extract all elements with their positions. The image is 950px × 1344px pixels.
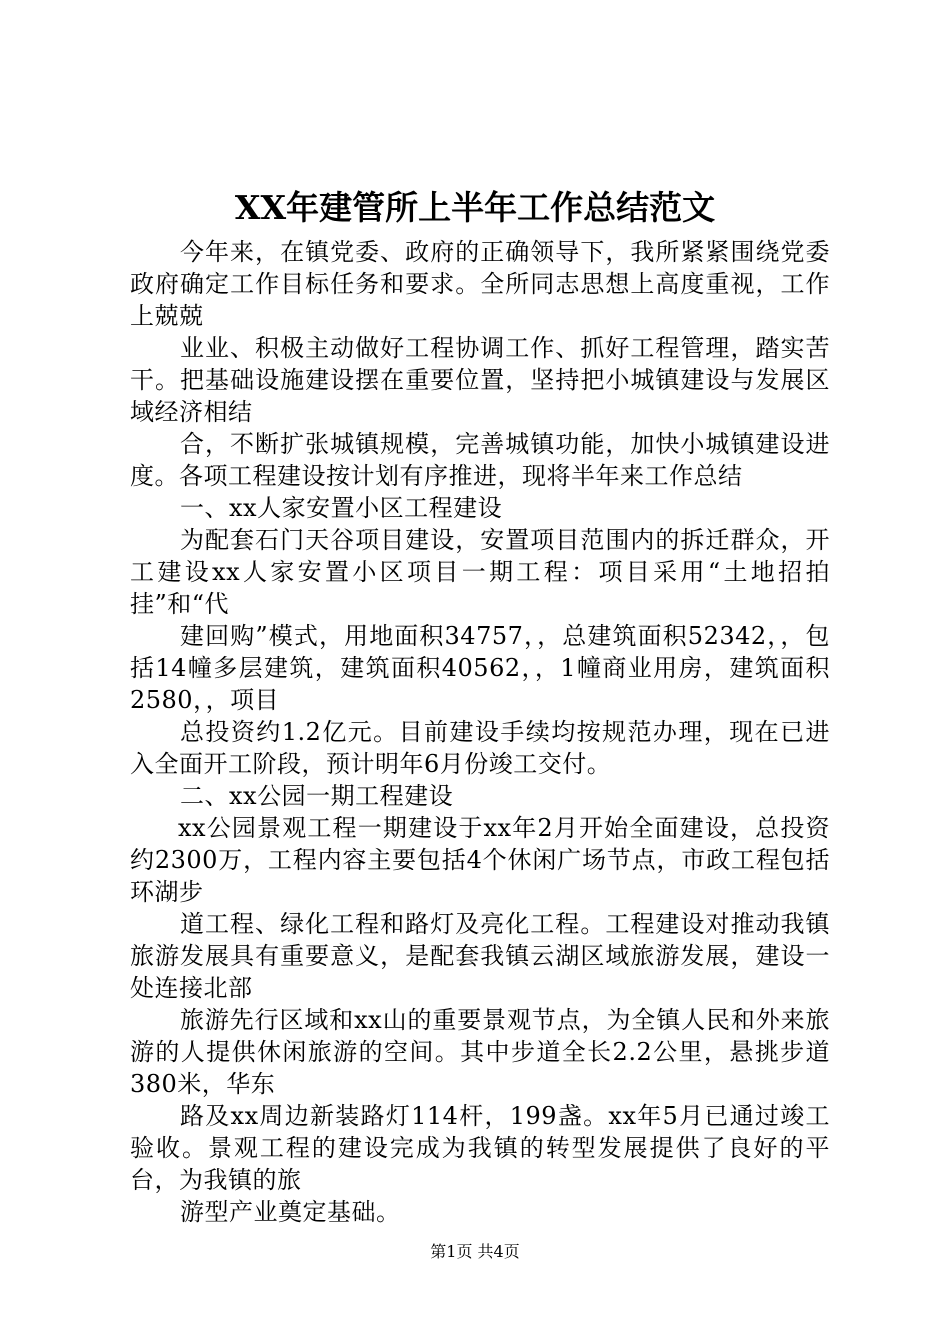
document-title: XX年建管所上半年工作总结范文 — [234, 188, 716, 227]
paragraph: 路及xx周边新装路灯114杆，199盏。xx年5月已通过竣工验收。景观工程的建设完成为我镇的转型发展提供了良好的平台，为我镇的旅 — [130, 1102, 830, 1194]
paragraph: 为配套石门天谷项目建设，安置项目范围内的拆迁群众，开工建设xx人家安置小区项目一期工程：项目采用“土地招拍挂”和“代 — [130, 526, 830, 618]
section-heading: 一、xx人家安置小区工程建设 — [180, 494, 503, 522]
paragraph: 建回购”模式，用地面积34757，，总建筑面积52342，，包括14幢多层建筑，建筑面积40562，，1幢商业用房，建筑面积2580，，项目 — [130, 622, 830, 714]
paragraph: xx公园景观工程一期建设于xx年2月开始全面建设，总投资约2300万，工程内容主要包括4个休闲广场节点，市政工程包括环湖步 — [130, 814, 830, 906]
paragraph: 道工程、绿化工程和路灯及亮化工程。工程建设对推动我镇旅游发展具有重要意义，是配套我镇云湖区域旅游发展，建设一处连接北部 — [130, 910, 830, 1002]
paragraph: 旅游先行区域和xx山的重要景观节点，为全镇人民和外来旅游的人提供休闲旅游的空间。其中步道全长2.2公里，悬挑步道380米，华东 — [130, 1006, 830, 1098]
document-body — [130, 236, 830, 1228]
paragraph: 总投资约1.2亿元。目前建设手续均按规范办理，现在已进入全面开工阶段，预计明年6月份竣工交付。 — [130, 718, 830, 778]
paragraph: 合，不断扩张城镇规模，完善城镇功能，加快小城镇建设进度。各项工程建设按计划有序推进，现将半年来工作总结 — [130, 430, 830, 490]
paragraph: 业业、积极主动做好工程协调工作、抓好工程管理，踏实苦干。把基础设施建设摆在重要位置，坚持把小城镇建设与发展区域经济相结 — [130, 334, 830, 426]
section-heading: 二、xx公园一期工程建设 — [180, 782, 454, 810]
paragraph: 游型产业奠定基础。 — [180, 1198, 401, 1226]
paragraph: 今年来，在镇党委、政府的正确领导下，我所紧紧围绕党委政府确定工作目标任务和要求。全所同志思想上高度重视，工作上兢兢 — [130, 238, 830, 330]
page-footer: 第1页 共4页 — [430, 1242, 520, 1261]
